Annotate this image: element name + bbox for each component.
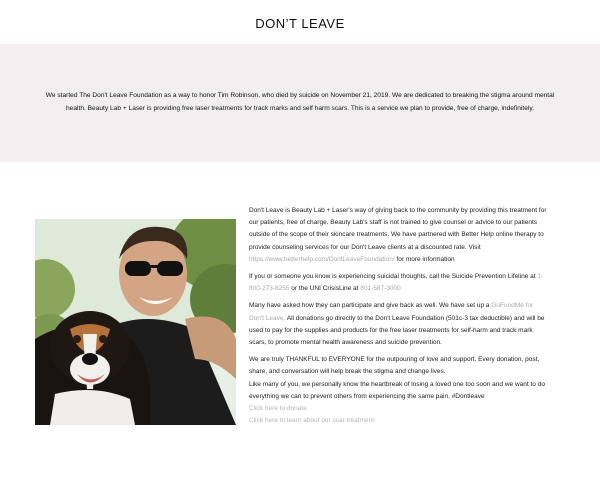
intro-text: We started The Don't Leave Foundation as a way to honor Tim Robinson, who died by suicide on November 21, 2019. We are dedicated to breaking the stigma around mental health. Beauty Lab + Laser is providing free laser treatments for track marks and self harm scars. This is a service we plan to provide, free of charge, indefinitely. xyxy=(45,92,555,112)
page-header xyxy=(0,0,600,44)
gofundme-link[interactable]: GoFundMe for Don't Leave. xyxy=(249,302,534,322)
lifeline-paragraph: If you or someone you know is experiencing suicidal thoughts, call the Suicide Prevention Lifeline at 1-800-273-8255 or the UNI CrisisLine at 801-587-3000 xyxy=(249,273,544,293)
heartbreak-paragraph: Like many of you, we personally know the heartbreak of losing a loved one too soon and we want to do everything we can to prevent others from experiencing the same pain. #Dontleave xyxy=(249,380,545,400)
scar-treatment-link[interactable]: Click here to learn about our scar treatment. xyxy=(249,417,376,425)
betterhelp-paragraph: Don't Leave is Beauty Lab + Laser's way of giving back to the community by providing this treatment for our patients, free of charge. Beauty Lab's staff is not trained to give counsel or advice to our patients outside of the scope of their skincare treatments. We have partnered with Better Help online therapy to provide counseling services for our Don't Leave clients at a discounted rate. Visit https://www.betterhelp.com/DontLeaveFoundation/ for more information xyxy=(249,207,547,263)
gofundme-paragraph: Many have asked how they can participate and give back as well. We have set up a GoFundMe for Don't Leave. All donations go directly to the Don't Leave Foundation (501c-3 tax deductible) and will be used to pay for the supplies and products for the free laser treatments for self-harm and track mark scars, to promote mental health awareness and suicide prevention. xyxy=(249,302,545,347)
donate-link[interactable]: Click here to donate xyxy=(249,405,307,413)
page-title: DON’T LEAVE xyxy=(255,15,345,31)
betterhelp-link[interactable]: https://www.betterhelp.com/DontLeaveFoundation/ xyxy=(249,255,395,263)
intro-section xyxy=(0,44,600,162)
crisisline-phone-link[interactable]: 801-587-3000 xyxy=(360,285,401,293)
content-section xyxy=(249,205,549,427)
lifeline-phone-link[interactable]: 1-800-273-8255 xyxy=(249,273,544,293)
photo-illustration xyxy=(35,219,236,425)
thanks-paragraph: We are truly THANKFUL to EVERYONE for the outpouring of love and support. Every donation, post, share, and conversation will help break the stigma and change lives. xyxy=(249,356,540,376)
man-with-dog-photo xyxy=(35,219,236,425)
